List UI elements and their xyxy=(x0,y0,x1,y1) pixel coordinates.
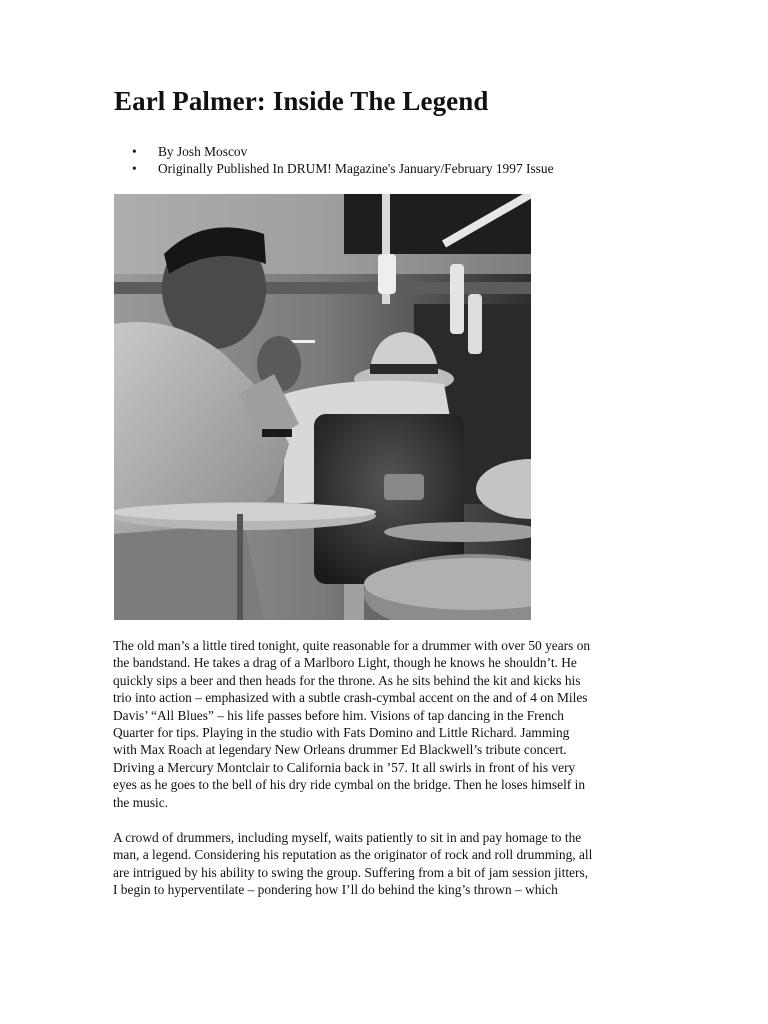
byline: • By Josh Moscov xyxy=(114,143,554,160)
text-line: Driving a Mercury Montclair to California back in ’57. It all swirls in front of his very xyxy=(113,759,576,775)
article-meta-list xyxy=(114,143,554,177)
article-photo xyxy=(114,194,531,620)
article-title: Earl Palmer: Inside The Legend xyxy=(114,86,489,116)
text-line: I begin to hyperventilate – pondering how I’ll do behind the king’s thrown – which xyxy=(113,882,558,898)
text-line: A crowd of drummers, including myself, waits patiently to sit in and pay homage to the xyxy=(113,830,582,845)
text-line: Davis’ “All Blues” – his life passes before him. Visions of tap dancing in the French xyxy=(113,707,564,723)
text-line: with Max Roach at legendary New Orleans drummer Ed Blackwell’s tribute concert. xyxy=(113,742,567,758)
text-line: the music. xyxy=(113,794,169,810)
text-line: trio into action – emphasized with a subtle crash-cymbal accent on the and of 4 on Miles xyxy=(113,690,588,706)
text-line: quickly sips a beer and then heads for the throne. As he sits behind the kit and kicks his xyxy=(113,672,581,688)
paragraph-2 xyxy=(113,829,663,899)
text-line: Quarter for tips. Playing in the studio with Fats Domino and Little Richard. Jamming xyxy=(113,725,570,741)
text-line: man, a legend. Considering his reputation as the originator of rock and roll drumming, all xyxy=(113,847,593,863)
publication-note: • Originally Published In DRUM! Magazine's January/February 1997 Issue xyxy=(114,160,554,177)
text-line: eyes as he goes to the bell of his dry ride cymbal on the bridge. Then he loses himself in xyxy=(113,777,586,793)
text-line: The old man’s a little tired tonight, quite reasonable for a drummer with over 50 years on xyxy=(113,638,591,653)
text-line: are intrigued by his ability to swing the group. Suffering from a bit of jam session jitters, xyxy=(113,864,589,880)
text-line: the bandstand. He takes a drag of a Marlboro Light, though he knows he shouldn’t. He xyxy=(113,655,577,671)
paragraph-1 xyxy=(113,637,663,811)
